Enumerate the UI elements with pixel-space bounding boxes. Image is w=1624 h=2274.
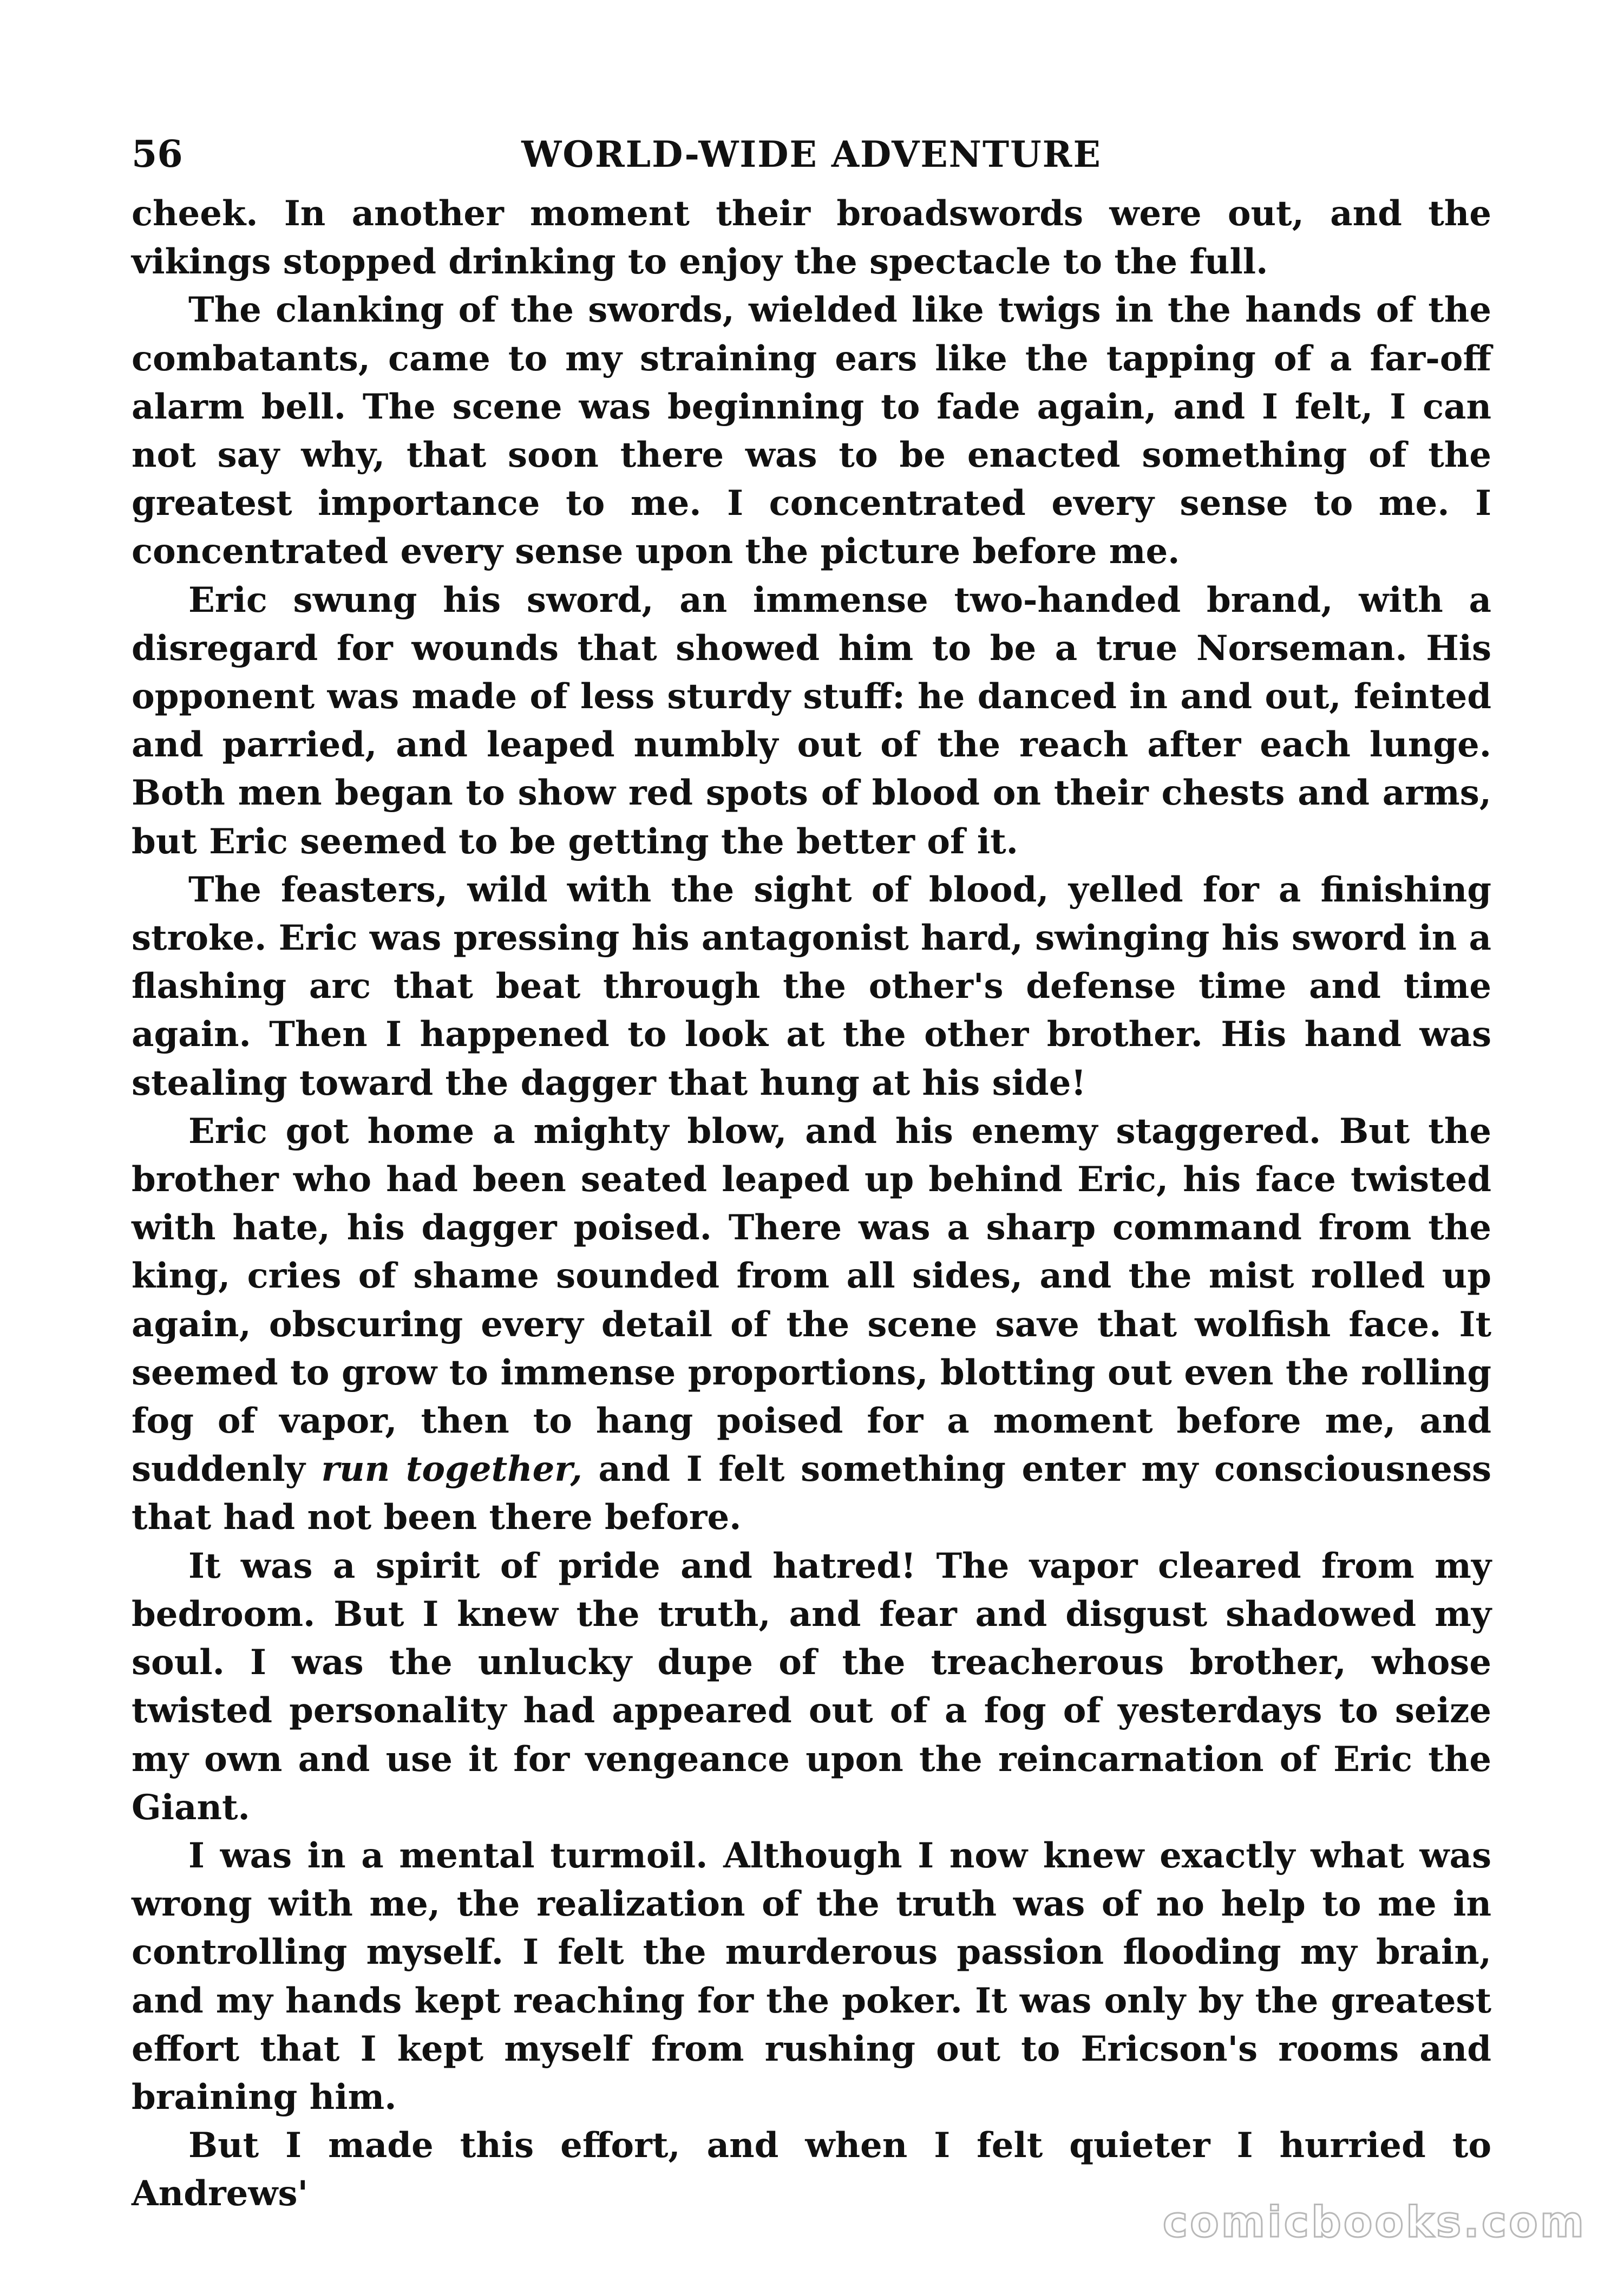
paragraph: The feasters, wild with the sight of blood, yelled for a finishing stroke. Eric was pressing his antagonist hard, swinging his sword in a flashing arc that beat through the other's defense time and time again. Then I happened to look at the other brother. His hand was stealing toward the dagger that hung at his side! [132,869,1491,1103]
italic-phrase: run together, [321,1449,582,1490]
paragraph: It was a spirit of pride and hatred! The vapor cleared from my bedroom. But I knew the truth, and fear and disgust shadowed my soul. I was the unlucky dupe of the treacherous brother, whose twisted personality had appeared out of a fog of yesterdays to seize my own and use it for vengeance upon the reincarnation of Eric the Giant. [132,1545,1491,1828]
paragraph-continuation: cheek. In another moment their broadswords were out, and the vikings stopped drinking to enjoy the spectacle to the full. [132,193,1491,283]
paragraph [132,1107,1491,1542]
page-number: 56 [132,133,183,176]
watermark: comicbooks.com [1162,2198,1586,2247]
book-page [132,119,1491,2218]
paragraph-text: Eric got home a mighty blow, and his enemy staggered. But the brother who had been seated leaped up behind Eric, his face twisted with hate, his dagger poised. There was a sharp command from the king, cries of shame sounded from all sides, and the mist rolled up again, obscuring every detail of the scene save that wolfish face. It seemed to grow to immense proportions, blotting out even the rolling fog of vapor, then to hang poised for a moment before me, and suddenly [132,1110,1491,1490]
body-text [132,190,1491,2218]
paragraph-text: and I felt something enter my consciousness that had not been there before. [132,1449,1492,1538]
running-head: WORLD-WIDE ADVENTURE [521,133,1102,175]
page-header [132,119,1491,190]
paragraph-last: But I made this effort, and when I felt quieter I hurried to Andrews' [132,2125,1491,2214]
paragraph: Eric swung his sword, an immense two-handed brand, with a disregard for wounds that showed him to be a true Norseman. His opponent was made of less sturdy stuff: he danced in and out, feinted and parried, and leaped numbly out of the reach after each lunge. Both men began to show red spots of blood on their chests and arms, but Eric seemed to be getting the better of it. [132,579,1491,862]
paragraph: I was in a mental turmoil. Although I now knew exactly what was wrong with me, the realization of the truth was of no help to me in controlling myself. I felt the murderous passion flooding my brain, and my hands kept reaching for the poker. It was only by the greatest effort that I kept myself from rushing out to Ericson's rooms and braining him. [132,1835,1491,2118]
paragraph: The clanking of the swords, wielded like twigs in the hands of the combatants, came to my straining ears like the tapping of a far-off alarm bell. The scene was beginning to fade again, and I felt, I can not say why, that soon there was to be enacted something of the greatest importance to me. I concentrated every sense to me. I concentrated every sense upon the picture before me. [132,290,1491,572]
